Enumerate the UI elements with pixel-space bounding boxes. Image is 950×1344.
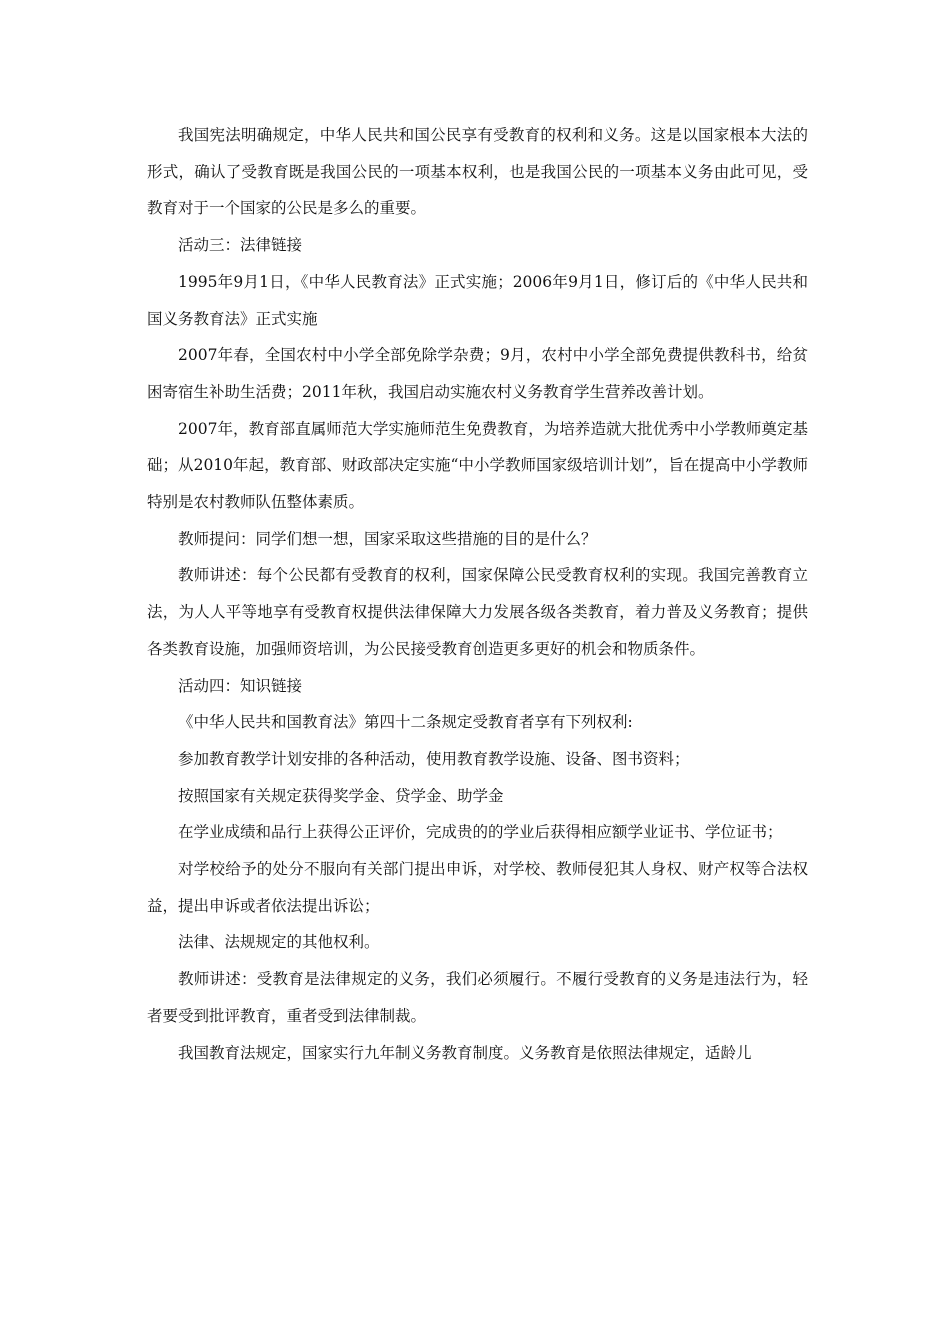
paragraph-compulsory-education: 我国教育法规定，国家实行九年制义务教育制度。义务教育是依照法律规定，适龄儿 — [178, 1043, 752, 1062]
heading-activity-three: 活动三：法律链接 — [178, 236, 303, 255]
list-item-right-activities: 参加教育教学计划安排的各种活动，使用教育教学设施、设备、图书资料； — [178, 749, 690, 768]
paragraph-rural-fee-exemption: 2007年春，全国农村中小学全部免除学杂费；9月，农村中小学全部免费提供教科书，给贫困寄宿生补助生活费；2011年秋，我国启动实施农村义务教育学生营养改善计划。 — [147, 346, 808, 401]
paragraph-constitution: 我国宪法明确规定，中华人民共和国公民享有受教育的权利和义务。这是以国家根本大法的形式，确认了受教育既是我国公民的一项基本权利，也是我国公民的一项基本义务由此可见，受教育对于一个国家的公民是多么的重要。 — [147, 126, 808, 218]
list-item-right-appeal: 对学校给予的处分不服向有关部门提出申诉，对学校、教师侵犯其人身权、财产权等合法权益，提出申诉或者依法提出诉讼； — [147, 860, 808, 915]
heading-activity-four: 活动四：知识链接 — [178, 676, 303, 695]
list-item-right-scholarship: 按照国家有关规定获得奖学金、贷学金、助学金 — [178, 786, 504, 805]
paragraph-teacher-explanation-rights: 教师讲述：每个公民都有受教育的权利，国家保障公民受教育权利的实现。我国完善教育立法，为人人平等地享有受教育权提供法律保障大力发展各级各类教育，着力普及义务教育；提供各类教育设施，加强师资培训，为公民接受教育创造更多更好的机会和物质条件。 — [147, 566, 808, 658]
list-item-right-evaluation: 在学业成绩和品行上获得公正评价，完成贵的的学业后获得相应额学业证书、学位证书； — [178, 823, 783, 842]
paragraph-teacher-explanation-duty: 教师讲述：受教育是法律规定的义务，我们必须履行。不履行受教育的义务是违法行为，轻者要受到批评教育，重者受到法律制裁。 — [147, 970, 808, 1025]
list-item-right-other: 法律、法规规定的其他权利。 — [178, 933, 380, 952]
paragraph-article-42: 《中华人民共和国教育法》第四十二条规定受教育者享有下列权利: — [178, 713, 633, 732]
paragraph-education-law-dates: 1995年9月1日，《中华人民教育法》正式实施；2006年9月1日，修订后的《中华人民共和国义务教育法》正式实施 — [147, 272, 808, 328]
paragraph-teacher-question: 教师提问：同学们想一想，国家采取这些措施的目的是什么？ — [178, 529, 597, 548]
paragraph-teacher-training: 2007年，教育部直属师范大学实施师范生免费教育，为培养造就大批优秀中小学教师奠定基础；从2010年起，教育部、财政部决定实施“中小学教师国家级培训计划”，旨在提高中小学教师特别是农村教师队伍整体素质。 — [147, 419, 808, 512]
